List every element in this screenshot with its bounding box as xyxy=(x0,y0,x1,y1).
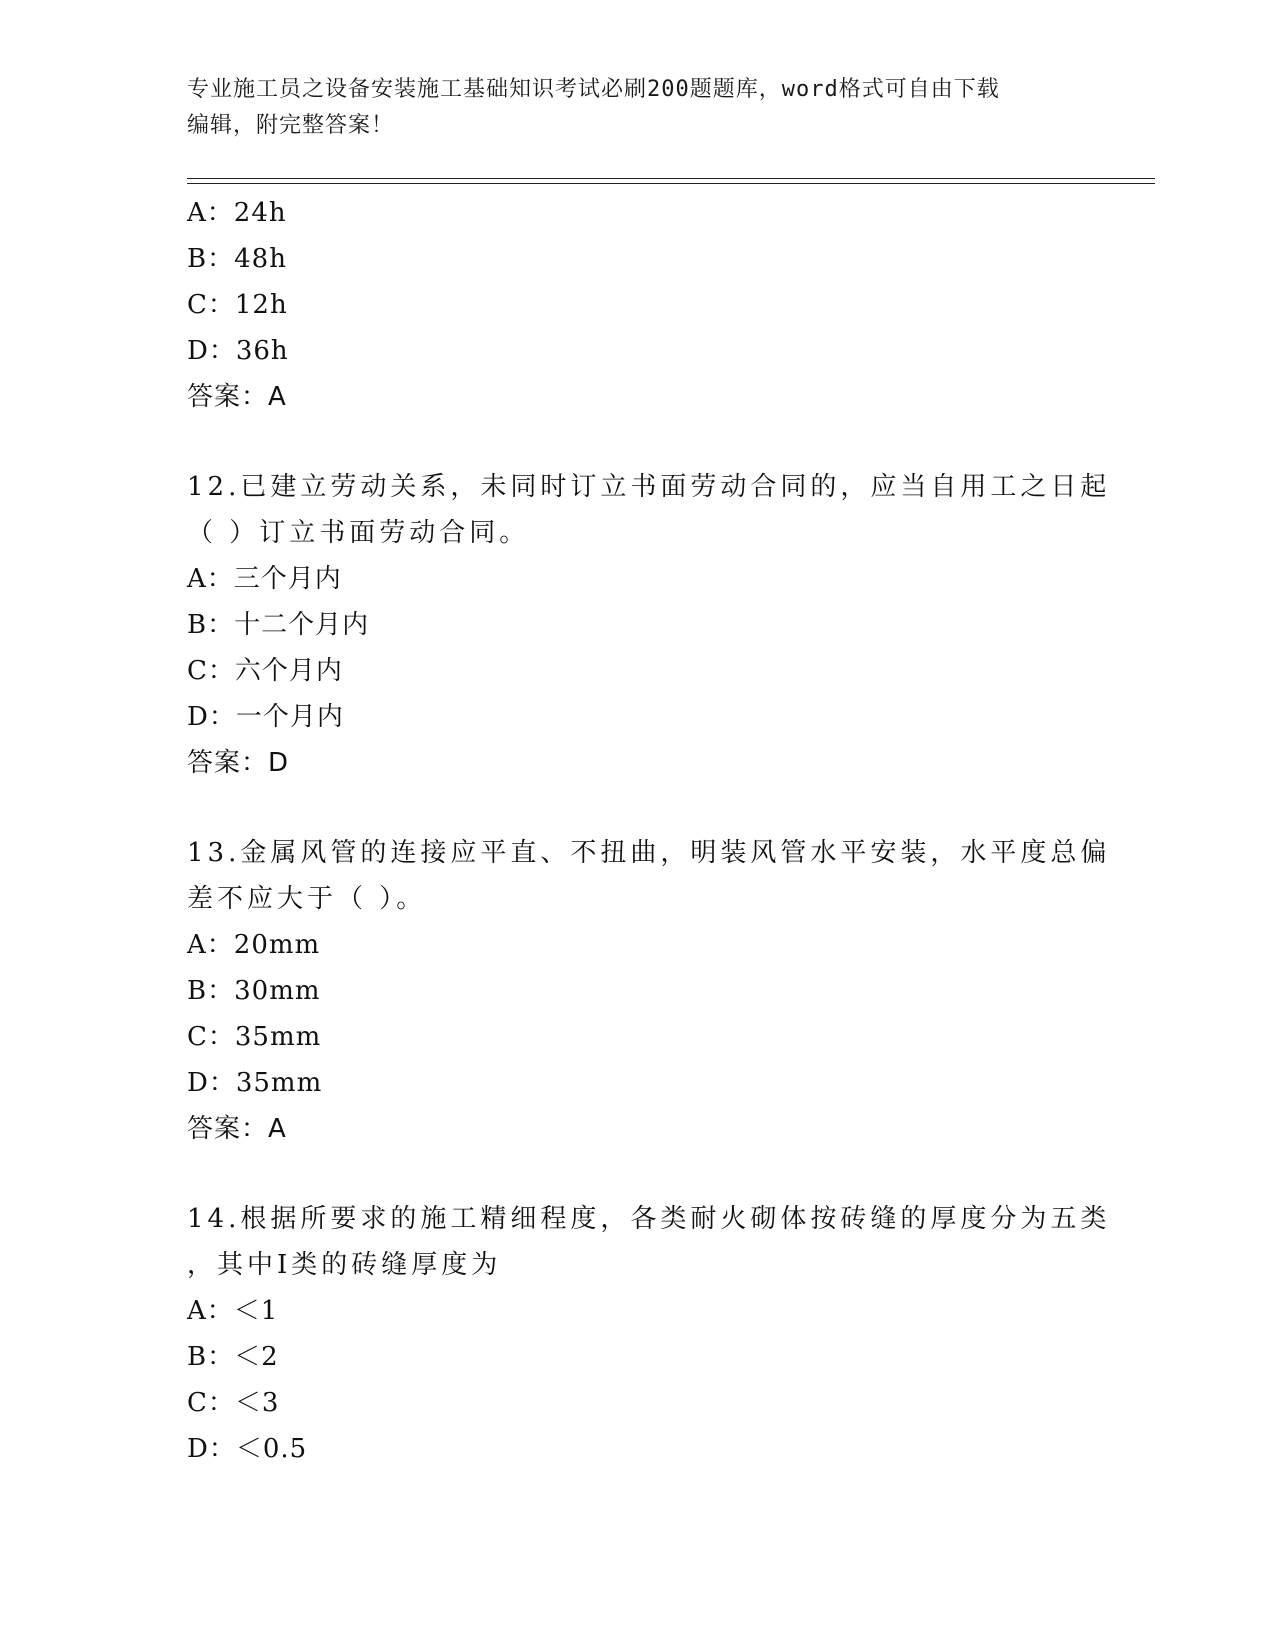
question-12 xyxy=(187,464,1111,786)
spacer xyxy=(187,786,1087,830)
option-c: C：35mm xyxy=(187,1022,322,1052)
option-b: B：48h xyxy=(187,244,287,274)
option-d: D：＜0.5 xyxy=(187,1434,308,1464)
answer: 答案：A xyxy=(187,382,287,412)
question-14 xyxy=(187,1196,1111,1472)
question-13 xyxy=(187,830,1111,1152)
question-text-line-1: 14.根据所要求的施工精细程度，各类耐火砌体按砖缝的厚度分为五类 xyxy=(187,1204,1111,1234)
question-content xyxy=(187,190,1111,1472)
option-a: A：24h xyxy=(187,198,287,228)
header-line-2: 编辑，附完整答案！ xyxy=(187,113,395,138)
answer: 答案：D xyxy=(187,748,290,778)
option-b: B：＜2 xyxy=(187,1342,279,1372)
header-line-1: 专业施工员之设备安装施工基础知识考试必刷200题题库，word格式可自由下载 xyxy=(187,77,1000,102)
question-text-line-2: （ ）订立书面劳动合同。 xyxy=(187,518,530,548)
header-rule-top xyxy=(187,178,1155,179)
question-text-line-1: 13.金属风管的连接应平直、不扭曲，明装风管水平安装，水平度总偏 xyxy=(187,838,1111,868)
option-a: A：＜1 xyxy=(187,1296,279,1326)
option-a: A：20mm xyxy=(187,930,321,960)
question-text-line-2: ，其中Ⅰ类的砖缝厚度为 xyxy=(187,1250,502,1280)
option-c: C：12h xyxy=(187,290,288,320)
question-text-line-1: 12.已建立劳动关系，未同时订立书面劳动合同的，应当自用工之日起 xyxy=(187,472,1111,502)
option-b: B：30mm xyxy=(187,976,321,1006)
option-b: B：十二个月内 xyxy=(187,610,370,640)
spacer xyxy=(187,1152,1087,1196)
header-rule-bottom xyxy=(187,183,1155,184)
answer: 答案：A xyxy=(187,1114,287,1144)
option-a: A：三个月内 xyxy=(187,564,342,594)
option-d: D：一个月内 xyxy=(187,702,344,732)
option-d: D：36h xyxy=(187,336,289,366)
document-header xyxy=(187,72,1087,144)
question-text-line-2: 差不应大于（ ）。 xyxy=(187,884,427,914)
option-d: D：35mm xyxy=(187,1068,323,1098)
option-c: C：六个月内 xyxy=(187,656,343,686)
option-c: C：＜3 xyxy=(187,1388,280,1418)
question-block-prev xyxy=(187,190,1087,420)
spacer xyxy=(187,420,1087,464)
